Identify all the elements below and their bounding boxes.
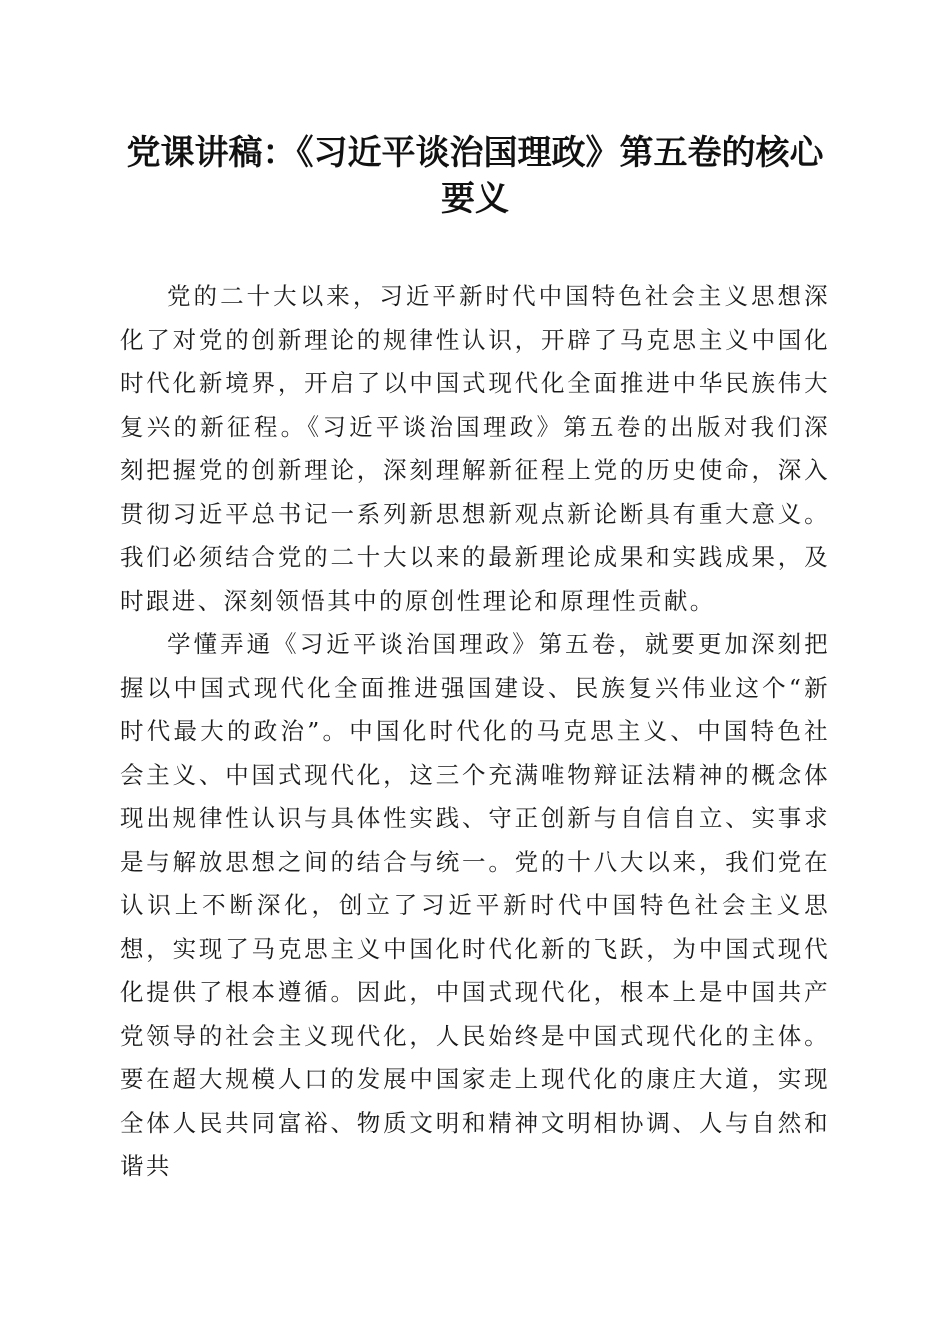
- document-title: 党课讲稿：《习近平谈治国理政》第五卷的核心要义: [126, 133, 824, 219]
- paragraph: 学懂弄通《习近平谈治国理政》第五卷，就要更加深刻把握以中国式现代化全面推进强国建设、民族复兴伟业这个“新时代最大的政治”。中国化时代化的马克思主义、中国特色社会主义、中国式现代化，这三个充满唯物辩证法精神的概念体现出规律性认识与具体性实践、守正创新与自信自立、实事求是与解放思想之间的结合与统一。党的十八大以来，我们党在认识上不断深化，创立了习近平新时代中国特色社会主义思想，实现了马克思主义中国化时代化新的飞跃，为中国式现代化提供了根本遵循。因此，中国式现代化，根本上是中国共产党领导的社会主义现代化，人民始终是中国式现代化的主体。要在超大规模人口的发展中国家走上现代化的康庄大道，实现全体人民共同富裕、物质文明和精神文明相协调、人与自然和谐共: [120, 630, 830, 1180]
- paragraph: 党的二十大以来，习近平新时代中国特色社会主义思想深化了对党的创新理论的规律性认识，开辟了马克思主义中国化时代化新境界，开启了以中国式现代化全面推进中华民族伟大复兴的新征程。《习近平谈治国理政》第五卷的出版对我们深刻把握党的创新理论，深刻理解新征程上党的历史使命，深入贯彻习近平总书记一系列新思想新观点新论断具有重大意义。我们必须结合党的二十大以来的最新理论成果和实践成果，及时跟进、深刻领悟其中的原创性理论和原理性贡献。: [120, 282, 830, 615]
- document-body: [120, 275, 830, 1189]
